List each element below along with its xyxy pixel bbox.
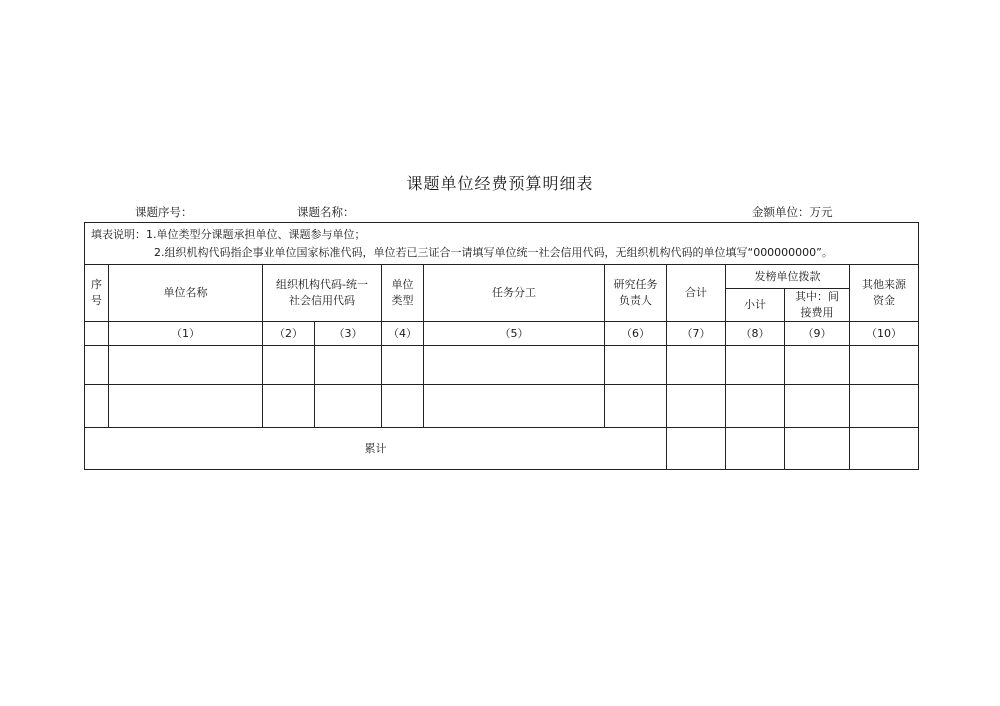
amount-unit-label: 金额单位：万元 (752, 205, 833, 219)
cumulative-label: 累计 (85, 428, 667, 470)
header-unit-type-label: 单位类型 (391, 278, 414, 308)
header-alloc: 发榜单位拨款 (726, 265, 850, 289)
table-cell[interactable] (605, 385, 667, 428)
cumulative-row (85, 428, 919, 470)
header-lead-label: 研究任务负责人 (613, 278, 658, 308)
cumulative-total-cell[interactable] (667, 428, 726, 470)
table-cell[interactable] (785, 385, 850, 428)
table-cell[interactable] (382, 346, 424, 385)
table-cell[interactable] (726, 346, 785, 385)
header-other-label: 其他来源资金 (862, 278, 906, 308)
topic-seq-label: 课题序号： (135, 205, 193, 219)
table-cell[interactable] (850, 346, 919, 385)
cumulative-other-cell[interactable] (850, 428, 919, 470)
table-cell[interactable] (315, 346, 382, 385)
header-row-1 (85, 265, 919, 289)
table-cell[interactable] (605, 346, 667, 385)
table-cell[interactable] (315, 385, 382, 428)
col-num-7: （7） (667, 322, 726, 346)
header-indirect-label: 其中：间接费用 (795, 290, 839, 320)
page-title: 课题单位经费预算明细表 (406, 174, 594, 193)
table-cell[interactable] (667, 346, 726, 385)
col-num-3: （3） (315, 322, 382, 346)
header-unit-name: 单位名称 (109, 265, 263, 322)
table-cell[interactable] (785, 346, 850, 385)
table-cell[interactable] (85, 346, 109, 385)
col-num-4: （4） (382, 322, 424, 346)
col-num-blank (85, 322, 109, 346)
table-cell[interactable] (726, 385, 785, 428)
header-lead (605, 265, 667, 322)
table-cell[interactable] (109, 385, 263, 428)
col-num-8: （8） (726, 322, 785, 346)
table-cell[interactable] (263, 346, 315, 385)
col-num-2: （2） (263, 322, 315, 346)
topic-name-label: 课题名称： (297, 205, 355, 219)
col-num-9: （9） (785, 322, 850, 346)
note-line-1: 填表说明：1.单位类型分课题承担单位、课题参与单位； (91, 228, 366, 241)
header-total: 合计 (667, 265, 726, 322)
col-num-10: （10） (850, 322, 919, 346)
header-task: 任务分工 (424, 265, 605, 322)
table-cell[interactable] (424, 385, 605, 428)
header-org-code-label: 组织机构代码-统一社会信用代码 (276, 278, 368, 308)
note-line-2: 2.组织机构代码指企事业单位国家标准代码，单位若已三证合一请填写单位统一社会信用代码，无组织机构代码的单位填写“000000000”。 (154, 245, 833, 259)
header-seq (85, 265, 109, 322)
col-num-6: （6） (605, 322, 667, 346)
header-other (850, 265, 919, 322)
table-cell[interactable] (85, 385, 109, 428)
table-cell[interactable] (263, 385, 315, 428)
table-cell[interactable] (382, 385, 424, 428)
cumulative-subtotal-cell[interactable] (726, 428, 785, 470)
col-num-1: （1） (109, 322, 263, 346)
table-row (85, 346, 919, 385)
table-cell[interactable] (667, 385, 726, 428)
col-num-5: （5） (424, 322, 605, 346)
header-subtotal: 小计 (726, 289, 785, 322)
column-number-row (85, 322, 919, 346)
table-cell[interactable] (424, 346, 605, 385)
notes-row (85, 223, 919, 265)
header-indirect (785, 289, 850, 322)
cumulative-indirect-cell[interactable] (785, 428, 850, 470)
budget-table (84, 222, 919, 470)
header-unit-type (382, 265, 424, 322)
notes-cell (85, 223, 919, 265)
table-row (85, 385, 919, 428)
table-cell[interactable] (109, 346, 263, 385)
table-cell[interactable] (850, 385, 919, 428)
header-seq-label: 序号 (91, 277, 102, 308)
header-org-code (263, 265, 382, 322)
